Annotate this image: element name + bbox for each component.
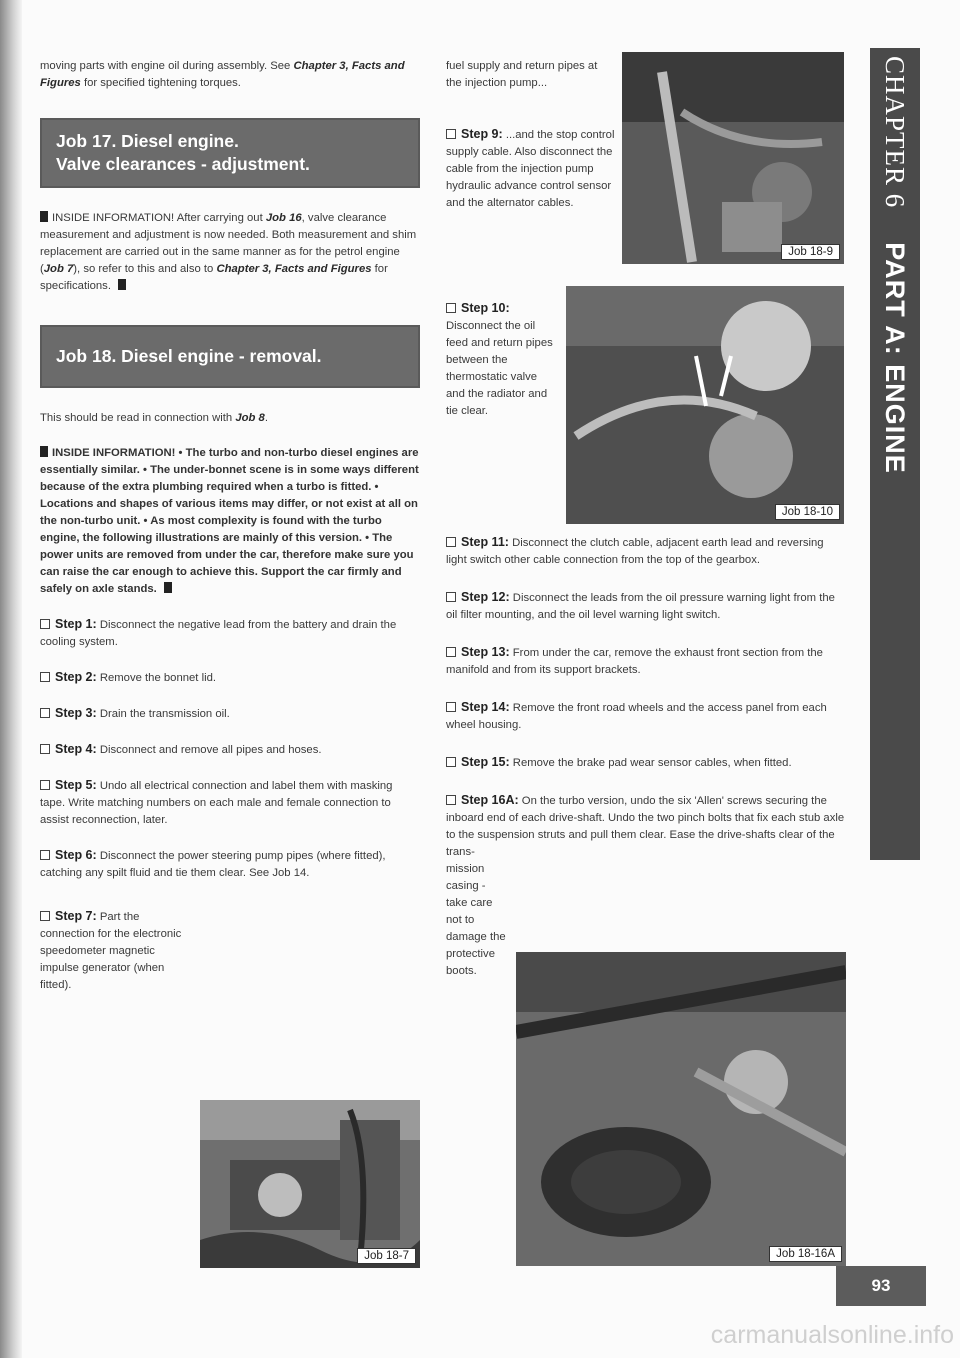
step-label: Step 1: — [55, 617, 97, 631]
engine-photo-image — [516, 952, 846, 1266]
step-text: Drain the transmission oil. — [96, 708, 230, 720]
job18-ref-job8: Job 8 — [235, 412, 265, 424]
photo-caption: Job 18-16A — [769, 1246, 842, 1262]
job18-info-text: INSIDE INFORMATION! • The turbo and non-turbo diesel engines are essentially similar. • The under-bonnet scene is in some ways different because of the extra plumbing required when a turbo is fitted. • Locations and shapes of various items may differ, or not exist at all on the non-turbo unit. • As most complexity is found with the turbo engine, the following illustrations are mainly of this version. • The power units are removed from under the car, therefore make sure you can raise the car enough to achieve this. Support the car firmly and safely on axle stands. — [40, 447, 419, 595]
binding-shadow — [0, 0, 22, 1358]
engine-photo-image — [622, 52, 844, 264]
job18-intro — [40, 410, 420, 427]
step-item — [40, 741, 420, 759]
steps-right-container — [446, 534, 846, 772]
step-text: Remove the brake pad wear sensor cables, when fitted. — [509, 757, 792, 769]
step-text: Disconnect the power steering pump pipes (where fitted), catching any spilt fluid and tie them clear. See Job 14. — [40, 850, 386, 879]
step-checkbox[interactable] — [40, 744, 50, 754]
step-10 — [446, 300, 556, 420]
step-text: From under the car, remove the exhaust front section from the manifold and from its support brackets. — [446, 647, 823, 676]
job18-heading — [40, 325, 420, 388]
watermark: carmanualsonline.info — [710, 1321, 954, 1349]
step-text: On the turbo version, undo the six 'Allen' screws securing the inboard end of each drive-shaft. Undo the two pinch bolts that fix each stub axle to the suspension struts and pull them clear. Ease the drive-shafts clear of the trans- — [446, 795, 845, 858]
step-item — [446, 754, 846, 772]
job18-intro-lead: This should be read in connection with — [40, 412, 236, 424]
step-item — [40, 777, 420, 829]
chapter-label: CHAPTER 6 — [880, 56, 911, 209]
step-label: Step 15: — [461, 755, 510, 769]
step-7 — [40, 908, 190, 994]
side-tab-text — [870, 48, 920, 860]
step-16a — [446, 792, 846, 861]
step-text: Part the connection for the electronic speedometer magnetic impulse generator (when fitted). — [40, 911, 182, 991]
part-label: PART A: ENGINE — [880, 242, 911, 474]
page-number-text: 93 — [871, 1276, 891, 1295]
job17-ref-chapter3: Chapter 3, Facts and Figures — [216, 263, 372, 275]
job17-heading-line1: Job 17. Diesel engine. — [56, 131, 239, 151]
step-checkbox[interactable] — [40, 911, 50, 921]
step-checkbox[interactable] — [446, 129, 456, 139]
step-label: Step 9: — [461, 127, 503, 141]
step-checkbox[interactable] — [446, 537, 456, 547]
job17-ref-job16: Job 16 — [265, 212, 302, 224]
step-text: Disconnect the clutch cable, adjacent earth lead and reversing light switch other cable connection from the top of the gearbox. — [446, 537, 824, 566]
photo-job18-7 — [200, 1100, 420, 1268]
step-item — [40, 669, 420, 687]
job17-ref-job7: Job 7 — [43, 263, 74, 275]
job17-info-tail: for specifications. — [40, 263, 388, 292]
job17-info — [40, 210, 420, 295]
step-label: Step 16A: — [461, 793, 519, 807]
step-9 — [446, 126, 616, 212]
job17-heading — [40, 118, 420, 188]
step-label: Step 12: — [461, 590, 510, 604]
engine-photo-image — [200, 1100, 420, 1268]
photo-caption: Job 18-7 — [357, 1248, 416, 1264]
continued-text-part1: moving parts with engine oil during assembly. See — [40, 60, 294, 72]
step-text: Remove the bonnet lid. — [96, 672, 217, 684]
step-label: Step 10: — [461, 301, 510, 315]
step-checkbox[interactable] — [40, 708, 50, 718]
step-checkbox[interactable] — [446, 757, 456, 767]
job17-info-mid: , valve clearance measurement and adjustment is now needed. Both measurement and shim replacement are carried out in the same manner as for the petrol engine ( — [40, 212, 417, 275]
step-label: Step 7: — [55, 909, 97, 923]
step-text: Disconnect the oil feed and return pipes between the thermostatic valve and the radiator and tie clear. — [446, 320, 553, 417]
photo-job18-9 — [622, 52, 844, 264]
step-label: Step 3: — [55, 706, 97, 720]
step-checkbox[interactable] — [446, 795, 456, 805]
step-label: Step 6: — [55, 848, 97, 862]
job17-info-mid2: ), so refer to this and also to — [73, 263, 217, 275]
step-text: Remove the front road wheels and the access panel from each wheel housing. — [446, 702, 827, 731]
step-checkbox[interactable] — [446, 592, 456, 602]
step-item — [446, 644, 846, 679]
step-text: Undo all electrical connection and label them with masking tape. Write matching numbers on each male and female connection to assist reconnection, later. — [40, 780, 393, 826]
engine-photo-image — [566, 286, 844, 524]
step-checkbox[interactable] — [40, 672, 50, 682]
step-label: Step 13: — [461, 645, 510, 659]
job17-heading-line2: Valve clearances - adjustment. — [56, 154, 310, 174]
info-icon — [40, 211, 48, 222]
photo-caption: Job 18-10 — [775, 504, 840, 520]
step-checkbox[interactable] — [446, 647, 456, 657]
job18-heading-text: Job 18. Diesel engine - removal. — [56, 346, 322, 366]
step-16a-continued: mission casing - take care not to damage the protective boots. — [446, 863, 506, 977]
page-number — [836, 1266, 926, 1306]
step-label: Step 2: — [55, 670, 97, 684]
steps-left-list — [40, 616, 420, 882]
step-checkbox[interactable] — [446, 303, 456, 313]
continued-text — [40, 58, 420, 92]
step-label: Step 4: — [55, 742, 97, 756]
chapter-ref: Chapter 3, Facts and Figures — [40, 60, 405, 89]
job18-intro-tail: . — [264, 412, 268, 424]
step-label: Step 5: — [55, 778, 97, 792]
step-item — [40, 705, 420, 723]
step-item — [40, 616, 420, 651]
left-column — [40, 58, 420, 994]
photo-job18-10 — [566, 286, 844, 524]
chapter-side-tab — [870, 48, 920, 860]
info-end-icon — [164, 582, 172, 593]
continued-step8-text: fuel supply and return pipes at the injection pump... — [446, 60, 598, 89]
step-checkbox[interactable] — [40, 850, 50, 860]
step-checkbox[interactable] — [40, 780, 50, 790]
step-checkbox[interactable] — [446, 702, 456, 712]
step-item — [446, 534, 846, 569]
step-text: ...and the stop control supply cable. Also disconnect the cable from the injection pump hydraulic advance control sensor and the alternator cables. — [446, 129, 615, 209]
info-end-icon — [118, 279, 126, 290]
job18-info — [40, 445, 420, 598]
photo-caption: Job 18-9 — [781, 244, 840, 260]
step-item — [446, 589, 846, 624]
photo-job18-16a — [516, 952, 846, 1266]
step-text: Disconnect the leads from the oil pressure warning light from the oil filter mounting, and the oil level warning light switch. — [446, 592, 835, 621]
step-text: Disconnect the negative lead from the battery and drain the cooling system. — [40, 619, 397, 648]
info-icon — [40, 446, 48, 457]
job17-info-lead: INSIDE INFORMATION! After carrying out — [52, 212, 266, 224]
step-item — [446, 699, 846, 734]
continued-text-part2: for specified tightening torques. — [80, 77, 241, 89]
step-checkbox[interactable] — [40, 619, 50, 629]
step-text: Disconnect and remove all pipes and hoses. — [96, 744, 322, 756]
step-item — [40, 847, 420, 882]
steps-right-list — [446, 534, 846, 980]
step-label: Step 14: — [461, 700, 510, 714]
step-label: Step 11: — [461, 535, 509, 549]
